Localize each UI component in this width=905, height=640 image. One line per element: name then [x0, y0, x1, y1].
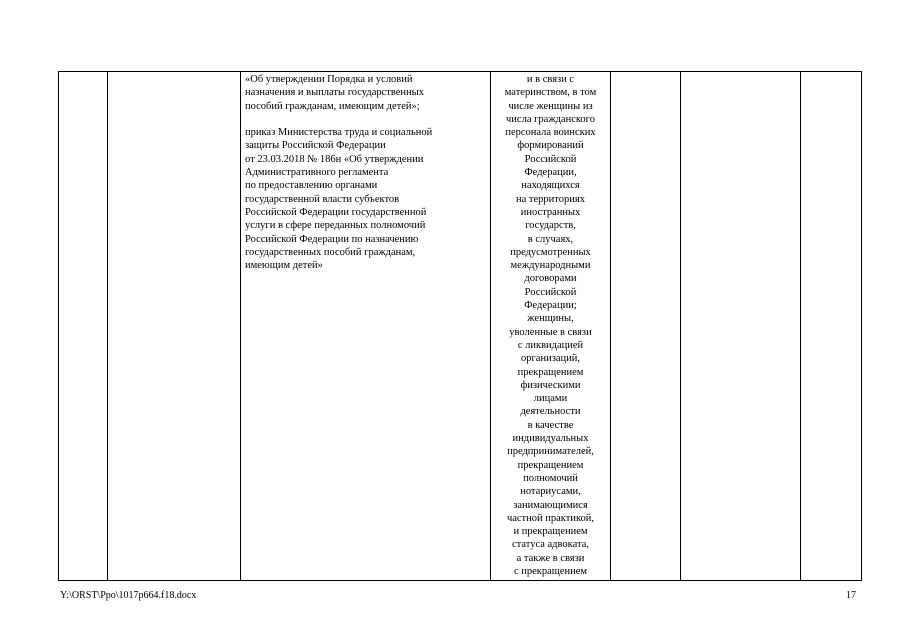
table-cell-name: [108, 72, 241, 581]
legal-basis-paragraph: «Об утверждении Порядка и условий назначения и выплаты государственных пособий гражданам, имеющим детей»;: [245, 74, 424, 112]
page-number: 17: [846, 590, 856, 601]
table-cell-legal-basis: [241, 72, 491, 581]
legal-basis-paragraph: приказ Министерства труда и социальной защиты Российской Федерации от 23.03.2018 № 186н «Об утверждении Административного регламента по предоставлению органами государственной власти субъектов Российской Федерации государственной услуги в сфере переданных полномочий Российской Федерации по назначению государственных пособий гражданам, имеющим детей»: [245, 127, 433, 272]
table-cell-empty: [611, 72, 681, 581]
footer-file-path: Y:\ORST\Ppo\1017p664.f18.docx: [60, 590, 197, 601]
table-cell-empty: [801, 72, 862, 581]
table-cell-number: [59, 72, 108, 581]
table-cell-empty: [681, 72, 801, 581]
table-row: [59, 72, 862, 581]
table-cell-recipients: и в связи с материнством, в том числе женщины из числа гражданского персонала воинских формирований Российской Федерации, находящихся на территориях иностранных государств, в случаях, предусмотренных международными договорами Российской Федерации; женщины, уволенные в связи с ликвидацией организаций, прекращением физическими лицами деятельности в качестве индивидуальных предпринимателей, прекращением полномочий нотариусами, занимающимися частной практикой, и прекращением статуса адвоката, а также в связи с прекращением: [491, 72, 611, 581]
document-table: [58, 71, 862, 581]
